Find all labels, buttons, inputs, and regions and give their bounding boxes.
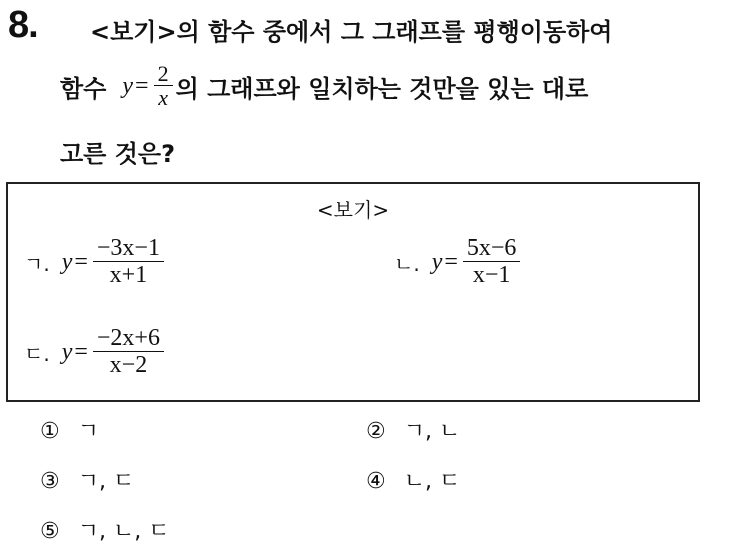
choice-number: ② (366, 419, 386, 444)
item-lhs: y (431, 248, 443, 275)
choice-text: ㄱ, ㄴ, ㄷ (77, 519, 170, 544)
equation-lhs: y (122, 72, 134, 99)
question-line-1: <보기>의 함수 중에서 그 그래프를 평행이동하여 (90, 18, 613, 46)
question-line-2 (60, 62, 588, 110)
fraction-numerator: 2 (154, 62, 173, 86)
item-fraction (93, 236, 164, 289)
fraction-denominator: x (158, 85, 168, 111)
answer-choice-2[interactable] (366, 414, 460, 445)
item-lhs: y (61, 338, 73, 365)
item-fraction (463, 236, 521, 289)
item-sign: = (74, 338, 88, 365)
question-line-2-suffix: 의 그래프와 일치하는 것만을 있는 대로 (175, 74, 589, 103)
item-denominator: x−1 (472, 262, 511, 289)
item-numerator: −3x−1 (93, 236, 164, 262)
answer-choice-1[interactable] (40, 414, 99, 445)
choice-number: ③ (40, 469, 60, 494)
choice-text: ㄱ, ㄴ (403, 419, 461, 444)
choice-number: ① (40, 419, 60, 444)
choice-number: ⑤ (40, 519, 60, 544)
item-sign: = (444, 248, 458, 275)
item-denominator: x+1 (109, 262, 148, 289)
question-number: 8. (8, 4, 38, 46)
item-fraction (93, 326, 164, 379)
example-item-3 (24, 326, 167, 379)
choice-number: ④ (366, 469, 386, 494)
answer-choice-4[interactable] (366, 464, 460, 495)
answer-choice-5[interactable] (40, 514, 169, 545)
item-mark: ㄴ. (394, 251, 420, 276)
answer-choice-3[interactable] (40, 464, 134, 495)
item-numerator: −2x+6 (93, 326, 164, 352)
example-box (6, 182, 700, 402)
choice-text: ㄴ, ㄷ (403, 469, 461, 494)
item-lhs: y (61, 248, 73, 275)
item-numerator: 5x−6 (463, 236, 521, 262)
equation-sign: = (135, 72, 149, 99)
example-item-2 (394, 236, 523, 289)
example-box-title: <보기> (316, 198, 390, 222)
question-line-2-prefix: 함수 (60, 74, 107, 103)
question-line-3: 고른 것은? (60, 140, 176, 168)
item-mark: ㄷ. (24, 341, 50, 366)
item-denominator: x−2 (109, 352, 148, 379)
choice-text: ㄱ, ㄷ (77, 469, 135, 494)
equation-fraction (154, 62, 173, 110)
item-mark: ㄱ. (24, 251, 50, 276)
example-item-1 (24, 236, 167, 289)
item-sign: = (74, 248, 88, 275)
choice-text: ㄱ (77, 419, 99, 444)
